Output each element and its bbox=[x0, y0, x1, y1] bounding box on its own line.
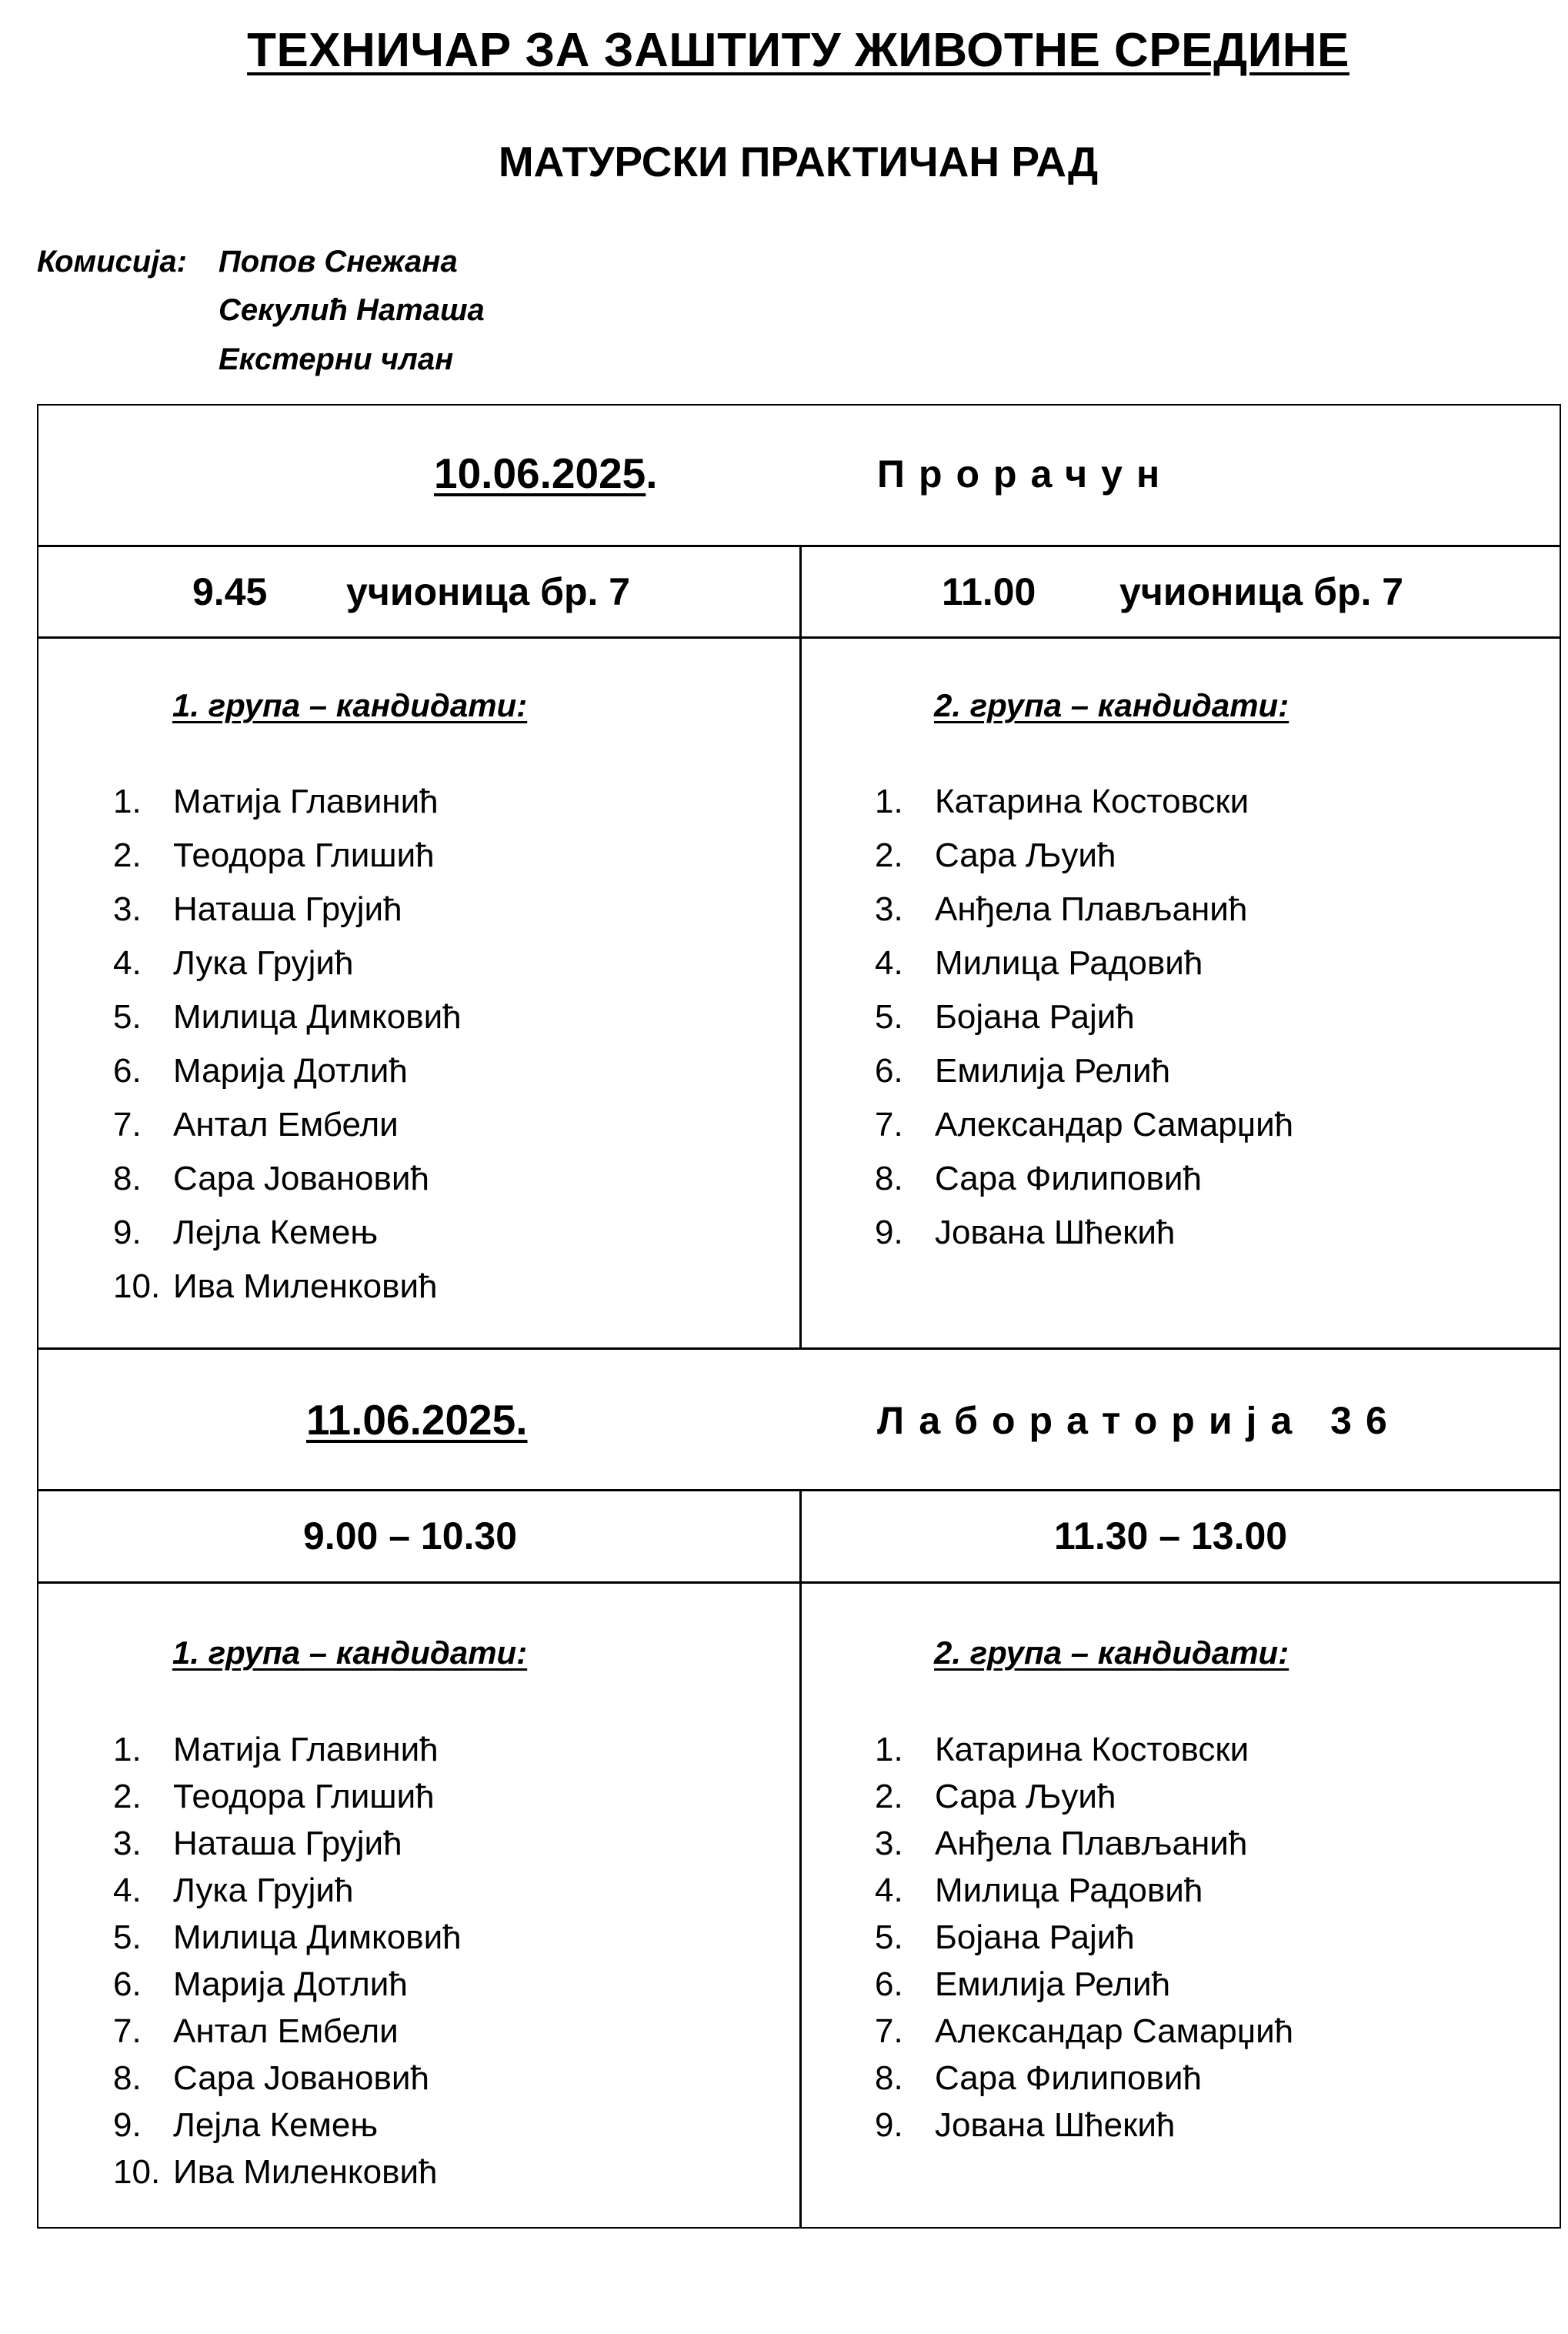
candidate-item bbox=[875, 998, 1552, 1052]
session-date-value: 11.06.2025. bbox=[306, 1396, 528, 1444]
candidate-item bbox=[113, 1872, 790, 1918]
candidate-number: 1. bbox=[113, 1731, 142, 1768]
session-date bbox=[434, 449, 658, 498]
candidate-number: 4. bbox=[113, 944, 142, 982]
candidate-number: 7. bbox=[875, 2012, 903, 2050]
candidate-item bbox=[113, 2153, 790, 2200]
candidate-number: 2. bbox=[875, 836, 903, 874]
candidate-item bbox=[875, 1160, 1552, 1214]
candidate-item bbox=[113, 2012, 790, 2059]
candidate-name: Милица Димковић bbox=[173, 1918, 462, 1956]
candidate-name: Милица Димковић bbox=[173, 998, 462, 1036]
session-subject: Лабораторија 36 bbox=[877, 1399, 1401, 1442]
candidate-item bbox=[875, 1106, 1552, 1160]
candidate-item bbox=[875, 1918, 1552, 1965]
candidate-name: Ива Миленковић bbox=[173, 2153, 438, 2191]
session-subject: Прорачун bbox=[877, 452, 1174, 496]
commission-member: Секулић Наташа bbox=[219, 293, 485, 327]
session-date-value: 10.06.2025 bbox=[434, 449, 646, 497]
candidate-item bbox=[875, 1214, 1552, 1267]
slot-room: учионица бр. 7 bbox=[1119, 570, 1404, 613]
candidate-item bbox=[113, 1918, 790, 1965]
candidate-name: Јована Шћекић bbox=[935, 2106, 1176, 2144]
candidate-item bbox=[113, 836, 790, 890]
candidate-name: Сара Љуић bbox=[935, 1778, 1116, 1815]
candidate-number: 4. bbox=[875, 1872, 903, 1909]
commission-member: Екстерни члан bbox=[219, 342, 454, 376]
group-heading: 1. група – кандидати: bbox=[172, 1634, 528, 1671]
candidate-number: 4. bbox=[875, 944, 903, 982]
candidate-number: 5. bbox=[113, 1918, 142, 1956]
candidate-number: 7. bbox=[113, 2012, 142, 2050]
candidate-number: 8. bbox=[113, 2059, 142, 2097]
candidate-name: Александар Самарџић bbox=[935, 1106, 1294, 1144]
candidate-name: Анђела Плављанић bbox=[935, 890, 1248, 928]
candidate-number: 2. bbox=[875, 1778, 903, 1815]
slot-time: 11.00 bbox=[942, 570, 1036, 613]
candidate-item bbox=[875, 944, 1552, 998]
candidate-number: 10. bbox=[113, 1267, 161, 1305]
candidate-number: 5. bbox=[113, 998, 142, 1036]
candidate-name: Катарина Костовски bbox=[935, 1731, 1249, 1768]
candidate-name: Наташа Грујић bbox=[173, 890, 402, 928]
commission-label: Комисија: bbox=[37, 245, 187, 279]
candidate-number: 4. bbox=[113, 1872, 142, 1909]
page-title: ТЕХНИЧАР ЗА ЗАШТИТУ ЖИВОТНЕ СРЕДИНЕ bbox=[247, 24, 1349, 77]
candidate-list bbox=[875, 1731, 1552, 2153]
candidate-name: Сара Филиповић bbox=[935, 2059, 1202, 2097]
candidate-name: Јована Шћекић bbox=[935, 1214, 1176, 1251]
candidate-number: 9. bbox=[113, 2106, 142, 2144]
candidate-number: 6. bbox=[113, 1965, 142, 2003]
candidate-name: Милица Радовић bbox=[935, 944, 1203, 982]
candidate-list bbox=[113, 783, 790, 1321]
slot-time: 9.00 – 10.30 bbox=[303, 1514, 518, 1558]
candidate-name: Антал Ембели bbox=[173, 1106, 399, 1144]
column-divider bbox=[799, 545, 802, 1349]
candidate-item bbox=[875, 1052, 1552, 1106]
candidate-item bbox=[113, 1965, 790, 2012]
candidate-name: Наташа Грујић bbox=[173, 1825, 402, 1862]
candidate-item bbox=[113, 2106, 790, 2153]
candidate-item bbox=[113, 1052, 790, 1106]
candidate-item bbox=[875, 1825, 1552, 1872]
candidate-item bbox=[113, 1778, 790, 1825]
group-heading: 1. група – кандидати: bbox=[172, 687, 528, 723]
group-heading: 2. група – кандидати: bbox=[934, 687, 1289, 723]
candidate-number: 2. bbox=[113, 1778, 142, 1815]
slot-time: 11.30 – 13.00 bbox=[1054, 1514, 1288, 1558]
candidate-name: Лука Грујић bbox=[173, 1872, 354, 1909]
candidate-name: Теодора Глишић bbox=[173, 1778, 435, 1815]
candidate-number: 3. bbox=[113, 1825, 142, 1862]
candidate-item bbox=[875, 2012, 1552, 2059]
candidate-name: Сара Јовановић bbox=[173, 1160, 429, 1197]
candidate-item bbox=[113, 998, 790, 1052]
candidate-item bbox=[113, 1731, 790, 1778]
schedule-table bbox=[37, 404, 1561, 2229]
candidate-item bbox=[875, 1731, 1552, 1778]
candidate-item bbox=[113, 1214, 790, 1267]
candidate-number: 5. bbox=[875, 1918, 903, 1956]
candidate-number: 9. bbox=[875, 1214, 903, 1251]
candidate-number: 6. bbox=[113, 1052, 142, 1090]
candidate-number: 6. bbox=[875, 1965, 903, 2003]
page-subtitle: МАТУРСКИ ПРАКТИЧАН РАД bbox=[498, 138, 1099, 185]
column-divider bbox=[799, 1489, 802, 2228]
candidate-number: 8. bbox=[875, 2059, 903, 2097]
candidate-name: Лејла Кемењ bbox=[173, 1214, 379, 1251]
candidate-number: 9. bbox=[113, 1214, 142, 1251]
session-date bbox=[306, 1395, 528, 1444]
candidate-item bbox=[875, 1965, 1552, 2012]
candidate-name: Антал Ембели bbox=[173, 2012, 399, 2050]
candidate-item bbox=[875, 783, 1552, 836]
candidate-name: Бојана Рајић bbox=[935, 998, 1135, 1036]
candidate-number: 1. bbox=[875, 1731, 903, 1768]
candidate-item bbox=[875, 1872, 1552, 1918]
candidate-name: Ива Миленковић bbox=[173, 1267, 438, 1305]
candidate-number: 8. bbox=[113, 1160, 142, 1197]
session-date-suffix: . bbox=[646, 449, 658, 497]
candidate-name: Матија Главинић bbox=[173, 783, 439, 820]
candidate-item bbox=[113, 783, 790, 836]
candidate-item bbox=[113, 2059, 790, 2106]
candidate-item bbox=[113, 1106, 790, 1160]
candidate-item bbox=[113, 890, 790, 944]
candidate-number: 9. bbox=[875, 2106, 903, 2144]
candidate-item bbox=[875, 1778, 1552, 1825]
candidate-item bbox=[113, 1160, 790, 1214]
candidate-number: 3. bbox=[113, 890, 142, 928]
candidate-name: Матија Главинић bbox=[173, 1731, 439, 1768]
candidate-list bbox=[113, 1731, 790, 2200]
slot-time: 9.45 bbox=[192, 570, 268, 613]
candidate-name: Емилија Релић bbox=[935, 1052, 1171, 1090]
candidate-name: Сара Јовановић bbox=[173, 2059, 429, 2097]
candidate-number: 1. bbox=[113, 783, 142, 820]
candidate-number: 7. bbox=[113, 1106, 142, 1144]
candidate-name: Лука Грујић bbox=[173, 944, 354, 982]
candidate-name: Сара Филиповић bbox=[935, 1160, 1202, 1197]
candidate-number: 2. bbox=[113, 836, 142, 874]
candidate-item bbox=[113, 944, 790, 998]
candidate-number: 8. bbox=[875, 1160, 903, 1197]
commission-member: Попов Снежана bbox=[219, 245, 458, 279]
candidate-item bbox=[875, 836, 1552, 890]
candidate-name: Анђела Плављанић bbox=[935, 1825, 1248, 1862]
candidate-number: 1. bbox=[875, 783, 903, 820]
slot-room: учионица бр. 7 bbox=[346, 570, 631, 613]
candidate-name: Марија Дотлић bbox=[173, 1052, 408, 1090]
candidate-name: Емилија Релић bbox=[935, 1965, 1171, 2003]
group-heading: 2. група – кандидати: bbox=[934, 1634, 1289, 1671]
candidate-item bbox=[875, 2106, 1552, 2153]
candidate-name: Милица Радовић bbox=[935, 1872, 1203, 1909]
candidate-number: 3. bbox=[875, 1825, 903, 1862]
candidate-number: 7. bbox=[875, 1106, 903, 1144]
candidate-name: Теодора Глишић bbox=[173, 836, 435, 874]
candidate-name: Лејла Кемењ bbox=[173, 2106, 379, 2144]
candidate-number: 3. bbox=[875, 890, 903, 928]
candidate-name: Марија Дотлић bbox=[173, 1965, 408, 2003]
candidate-list bbox=[875, 783, 1552, 1267]
candidate-number: 10. bbox=[113, 2153, 161, 2191]
candidate-name: Бојана Рајић bbox=[935, 1918, 1135, 1956]
candidate-name: Александар Самарџић bbox=[935, 2012, 1294, 2050]
candidate-number: 5. bbox=[875, 998, 903, 1036]
candidate-name: Катарина Костовски bbox=[935, 783, 1249, 820]
candidate-number: 6. bbox=[875, 1052, 903, 1090]
candidate-item bbox=[113, 1267, 790, 1321]
candidate-item bbox=[113, 1825, 790, 1872]
candidate-name: Сара Љуић bbox=[935, 836, 1116, 874]
candidate-item bbox=[875, 890, 1552, 944]
candidate-item bbox=[875, 2059, 1552, 2106]
